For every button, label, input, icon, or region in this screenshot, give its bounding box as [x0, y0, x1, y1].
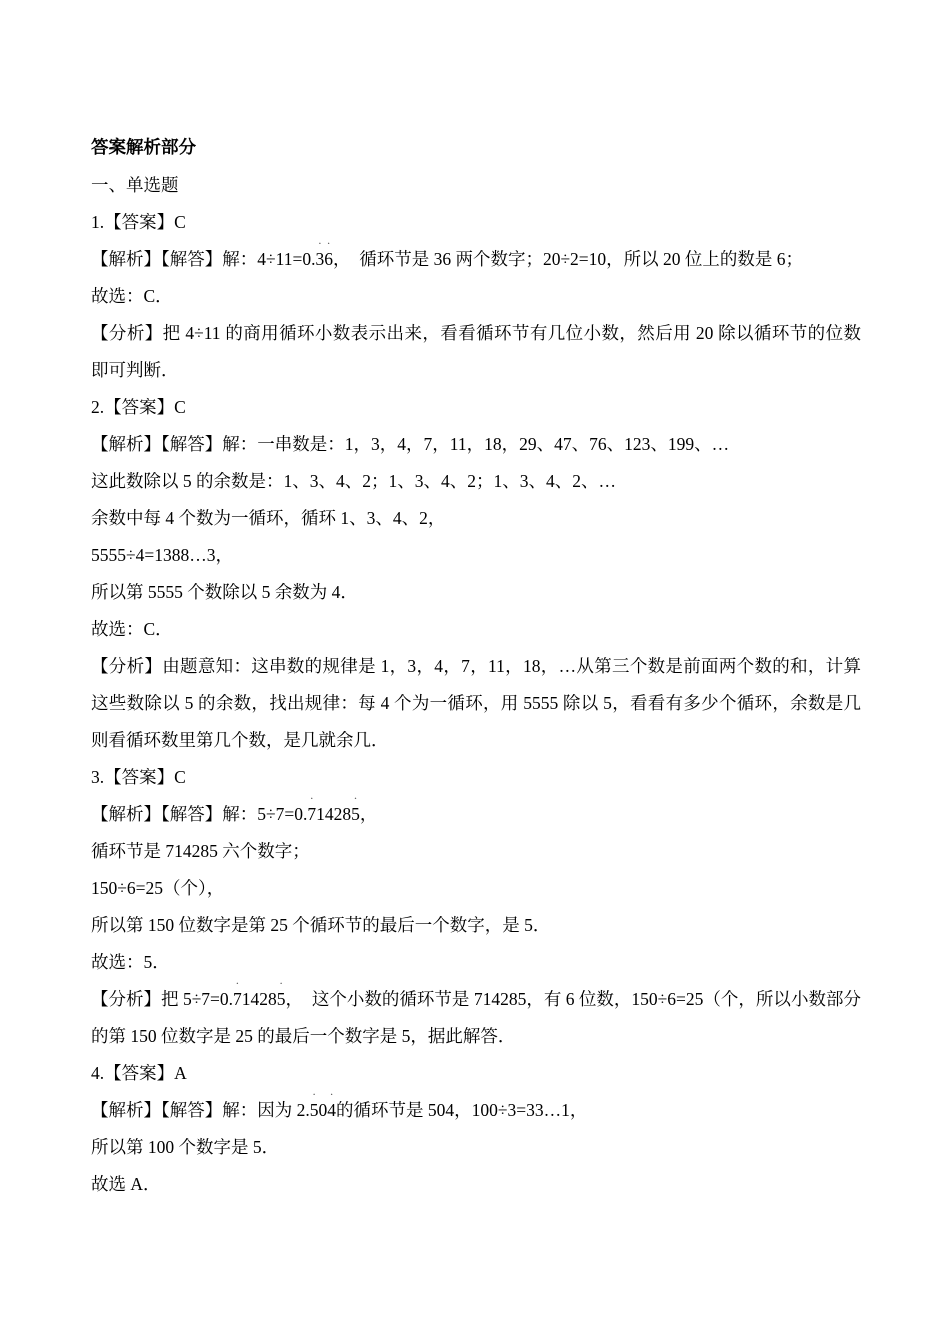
repeating-digit: · 7: [307, 791, 317, 824]
q3-answer: 3.【答案】C: [91, 767, 186, 787]
q2-line: 所以第 5555 个数除以 5 余数为 4．: [91, 582, 358, 602]
q2-note: 【分析】由题意知：这串数的规律是 1，3，4，7，11，18，…从第三个数是前面两个数的和，计算这些数除以 5 的余数，找出规律：每 4 个为一循环，用 5555 除以 5，看看有多少个循环，余数是几则看循环数里第几个数，是几就余几．: [91, 656, 861, 750]
repeating-digit: · 6: [324, 236, 333, 269]
repeating-digit: · 4: [327, 1087, 336, 1120]
repeating-digit: · 5: [351, 791, 360, 824]
q1-answer: 1.【答案】C: [91, 212, 186, 232]
repeating-digit: · 3: [315, 236, 325, 269]
q3-note: 【分析】把 5÷7=0. · 71428 · 5， 这个小数的循环节是 714285，有 6 位数，150÷6=25（个，所以小数部分的第 150 位数字是 25 的最后一个数字是 5，据此解答．: [91, 976, 861, 1046]
q2-conclusion: 故选：C．: [91, 619, 173, 639]
q2-line: 5555÷4=1388…3，: [91, 545, 233, 565]
answer-document: [91, 130, 861, 1203]
q2-answer: 2.【答案】C: [91, 397, 186, 417]
q4-line: 所以第 100 个数字是 5．: [91, 1137, 280, 1157]
q1-analysis: 【解析】【解答】解：4÷11=0. · 3 · 6， 循环节是 36 两个数字；20÷2=10，所以 20 位上的数是 6；: [91, 241, 861, 278]
repeating-digit: · 5: [276, 976, 286, 1009]
q2-line: 余数中每 4 个数为一循环，循环 1、3、4、2，: [91, 508, 446, 528]
q3-analysis: 【解析】【解答】解：5÷7=0. · 71428 · 5，: [91, 796, 861, 833]
q3-line: 所以第 150 位数字是第 25 个循环节的最后一个数字，是 5．: [91, 915, 551, 935]
q1-note: 【分析】把 4÷11 的商用循环小数表示出来，看看循环节有几位小数，然后用 20 除以循环节的位数即可判断．: [91, 323, 861, 380]
q2-line: 这此数除以 5 的余数是：1、3、4、2；1、3、4、2；1、3、4、2、…: [91, 471, 616, 491]
page-title: 答案解析部分: [91, 138, 196, 158]
section-heading: 一、单选题: [91, 175, 179, 195]
q2-line: 【解析】【解答】解：一串数是：1，3，4，7，11，18，29、47、76、123、199、…: [91, 434, 730, 454]
q3-conclusion: 故选：5．: [91, 952, 170, 972]
q4-analysis: 【解析】【解答】解：因为 2. · 50 · 4的循环节是 504，100÷3=33…1，: [91, 1092, 861, 1129]
repeating-digit: · 5: [309, 1087, 319, 1120]
q1-conclusion: 故选：C．: [91, 286, 173, 306]
q3-line: 150÷6=25（个），: [91, 878, 225, 898]
repeating-digit: · 7: [233, 976, 242, 1009]
q3-line: 循环节是 714285 六个数字；: [91, 841, 310, 861]
q4-conclusion: 故选 A．: [91, 1174, 161, 1194]
q4-answer: 4.【答案】A: [91, 1063, 187, 1083]
